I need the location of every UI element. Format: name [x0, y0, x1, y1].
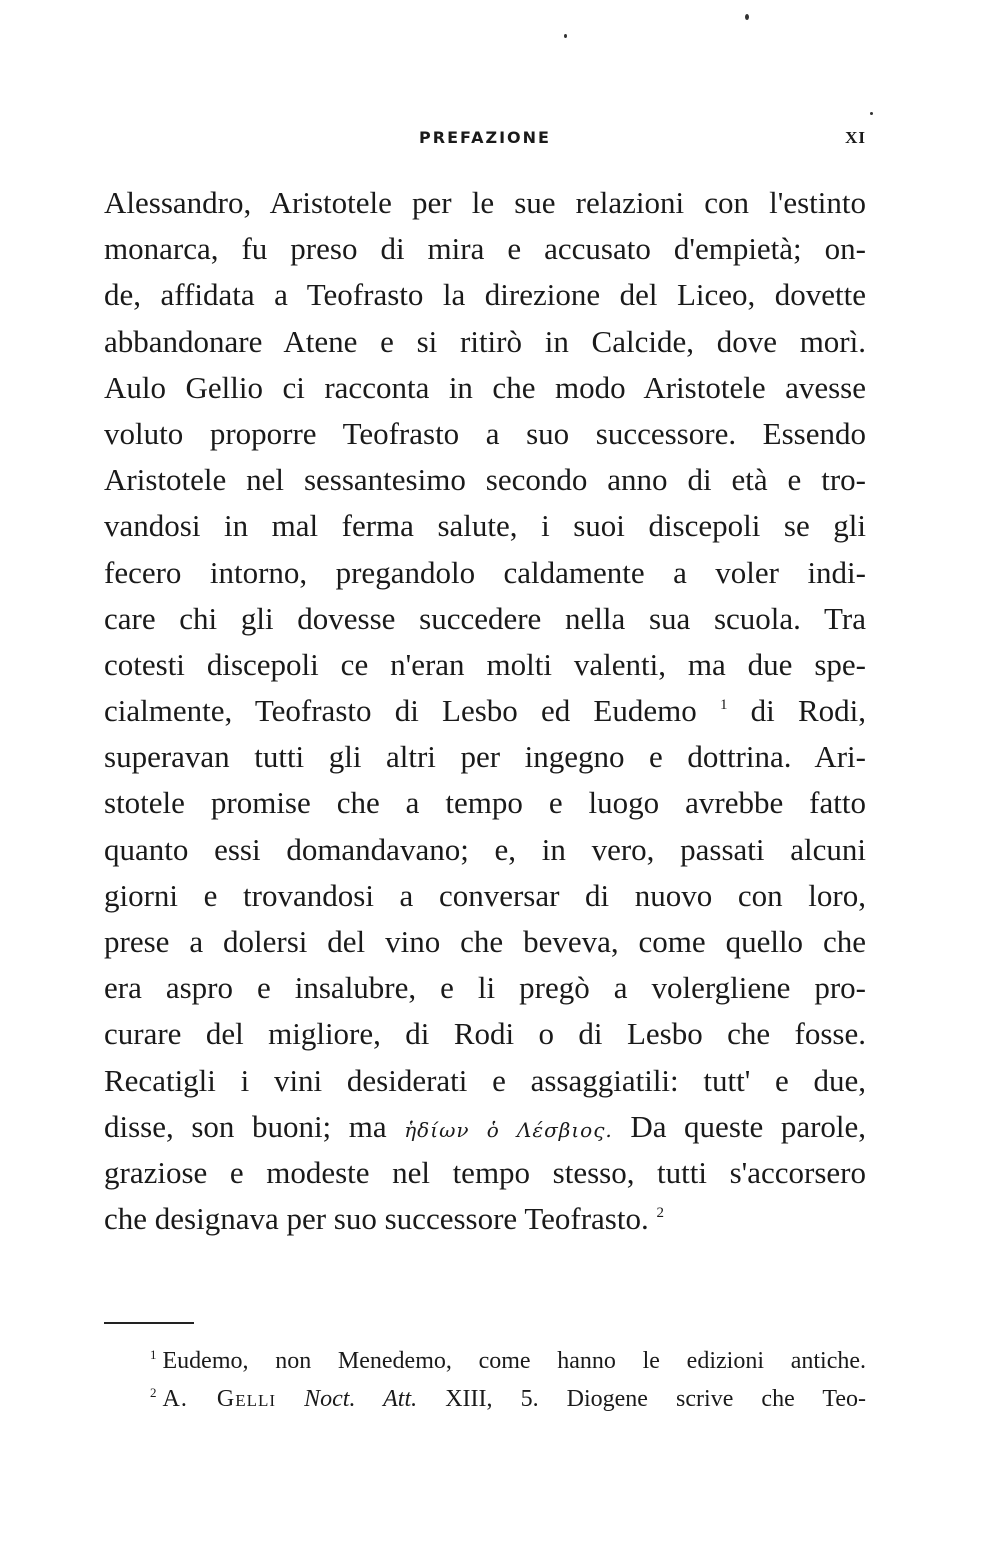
page-number: XI [845, 128, 866, 147]
scan-speck [564, 34, 567, 38]
text-line: Aristotele nel sessantesimo secondo anno di età e tro- [104, 462, 866, 498]
text-line [104, 1104, 866, 1150]
greek-quotation: ἡδίων ὁ Λέσβιος. [404, 1117, 613, 1142]
text-segment: cialmente, Teofrasto di Lesbo ed Eudemo [104, 693, 697, 729]
footnote-reference[interactable]: 1 [719, 697, 728, 714]
text-segment: disse, son buoni; ma [104, 1108, 387, 1144]
text-line: Aulo Gellio ci racconta in che modo Aristotele avesse [104, 369, 866, 405]
footnote-text: Eudemo, non Menedemo, come hanno le edizioni antiche. [162, 1348, 866, 1374]
scan-speck [870, 112, 873, 115]
text-line: stotele promise che a tempo e luogo avrebbe fatto [104, 785, 866, 821]
running-title: PREFAZIONE [419, 128, 551, 147]
text-line [104, 688, 866, 734]
text-line: curare del migliore, di Rodi o di Lesbo che fosse. [104, 1016, 866, 1052]
footnotes [150, 1342, 866, 1418]
text-line: cotesti discepoli ce n'eran molti valenti, ma due spe- [104, 646, 866, 682]
text-segment: di Rodi, [750, 693, 866, 729]
text-line [104, 1196, 866, 1242]
body-text [104, 180, 866, 1242]
text-line: monarca, fu preso di mira e accusato d'empietà; on- [104, 231, 866, 267]
text-line: Alessandro, Aristotele per le sue relazioni con l'estinto [104, 185, 866, 220]
text-line: graziose e modeste nel tempo stesso, tutti s'accorsero [104, 1154, 866, 1190]
text-line: era aspro e insalubre, e li pregò a volergliene pro- [104, 970, 866, 1006]
text-line: vandosi in mal ferma salute, i suoi discepoli se gli [104, 508, 866, 544]
footnote-2 [150, 1380, 866, 1418]
text-line: prese a dolersi del vino che beveva, come quello che [104, 924, 866, 959]
text-line: de, affidata a Teofrasto la direzione del Liceo, dovette [104, 277, 866, 313]
footnote-text: XIII, 5. Diogene scrive che Teo- [445, 1386, 866, 1412]
footnote-mark: 2 [150, 1385, 157, 1400]
text-line: quanto essi domandavano; e, in vero, passati alcuni [104, 831, 866, 867]
footnote-1 [150, 1342, 866, 1380]
text-segment: Da queste parole, [630, 1108, 866, 1144]
text-line: giorni e trovandosi a conversar di nuovo con loro, [104, 877, 866, 913]
footnote-author: A. Gelli [162, 1386, 277, 1412]
text-line: voluto proporre Teofrasto a suo successore. Essendo [104, 415, 866, 451]
scan-speck [745, 14, 749, 20]
footnote-mark: 1 [150, 1347, 157, 1362]
text-line: care chi gli dovesse succedere nella sua scuola. Tra [104, 600, 866, 636]
footnote-work-title: Noct. Att. [304, 1386, 418, 1412]
running-head [104, 128, 866, 158]
text-line: Recatigli i vini desiderati e assaggiatili: tutt' e due, [104, 1062, 866, 1098]
footnote-reference[interactable]: 2 [656, 1205, 664, 1222]
footnote-separator [104, 1322, 194, 1324]
text-line: abbandonare Atene e si ritirò in Calcide, dove morì. [104, 323, 866, 359]
text-segment: che designava per suo successore Teofrasto. [104, 1201, 649, 1237]
text-line: fecero intorno, pregandolo caldamente a voler indi- [104, 554, 866, 590]
text-line: superavan tutti gli altri per ingegno e dottrina. Ari- [104, 739, 866, 775]
